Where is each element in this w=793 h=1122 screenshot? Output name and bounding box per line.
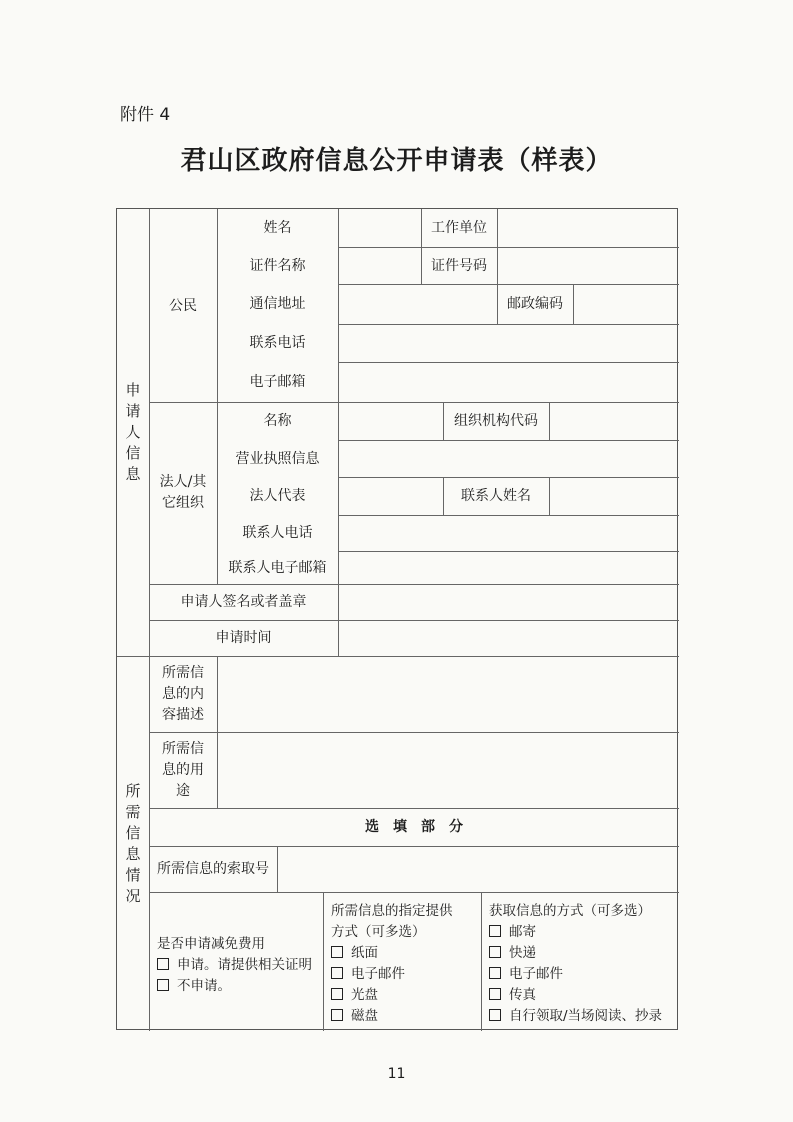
provide-title-line1: 所需信息的指定提供 [331,903,453,919]
label-phone: 联系电话 [249,335,306,351]
organization-label: 法人/其 它组织 [159,474,207,511]
input-description[interactable] [217,656,679,732]
label-index-number: 所需信息的索取号 [157,861,269,877]
provide-option-email[interactable]: 电子邮件 [331,964,405,985]
input-work-unit[interactable] [497,209,679,247]
attachment-label: 附件 4 [120,105,171,125]
input-index-number[interactable] [277,846,679,892]
input-org-code[interactable] [549,402,679,440]
label-id-number: 证件号码 [431,257,487,274]
label-name: 姓名 [263,220,292,236]
checkbox-icon [489,967,501,979]
input-phone[interactable] [338,324,679,362]
label-org-code: 组织机构代码 [454,413,538,429]
fee-option-apply[interactable]: 申请。请提供相关证明 [157,955,312,976]
checkbox-icon [489,925,501,937]
provide-option-cd[interactable]: 光盘 [331,985,378,1006]
input-name[interactable] [338,209,421,247]
checkbox-icon [331,967,343,979]
grid-line [323,892,324,1031]
input-signature[interactable] [338,584,679,620]
input-legal-rep[interactable] [338,477,443,515]
checkbox-icon [489,1009,501,1021]
input-apply-time[interactable] [338,620,679,656]
checkbox-icon [489,988,501,1000]
grid-line [149,892,679,893]
input-id-type[interactable] [338,247,421,284]
label-contact-phone: 联系人电话 [242,525,313,541]
input-org-name[interactable] [338,402,443,440]
obtain-option-fax[interactable]: 传真 [489,985,536,1006]
label-contact-name: 联系人姓名 [461,488,531,504]
input-purpose[interactable] [217,732,679,808]
grid-line [481,892,482,1031]
input-email[interactable] [338,362,679,402]
citizen-label: 公民 [169,297,197,314]
label-signature: 申请人签名或者盖章 [180,594,307,610]
label-apply-time: 申请时间 [215,630,272,646]
obtain-option-self-pickup[interactable]: 自行领取/当场阅读、抄录 [489,1006,662,1027]
obtain-title: 获取信息的方式（可多选） [489,903,651,919]
page-number: 11 [387,1066,406,1082]
obtain-option-express[interactable]: 快递 [489,943,536,964]
checkbox-icon [157,979,169,991]
provide-option-disk[interactable]: 磁盘 [331,1006,378,1027]
label-license: 营业执照信息 [235,450,320,467]
label-postcode: 邮政编码 [507,296,563,312]
checkbox-icon [331,988,343,1000]
provide-title-line2: 方式（可多选） [331,924,426,940]
fee-option-no[interactable]: 不申请。 [157,976,231,997]
provide-option-paper[interactable]: 纸面 [331,943,378,964]
input-contact-email[interactable] [338,551,679,584]
checkbox-icon [331,1009,343,1021]
checkbox-icon [157,958,169,970]
input-address[interactable] [338,284,497,324]
input-id-number[interactable] [497,247,679,284]
checkbox-icon [489,946,501,958]
label-contact-email: 联系人电子邮箱 [228,559,327,576]
section-applicant-info: 申 请 人 信 息 [125,381,141,483]
label-address: 通信地址 [249,296,306,312]
input-contact-name[interactable] [549,477,679,515]
input-contact-phone[interactable] [338,515,679,551]
page-title: 君山区政府信息公开申请表（样表） [180,146,613,176]
obtain-option-email[interactable]: 电子邮件 [489,964,563,985]
label-org-name: 名称 [263,413,292,429]
optional-section-header: 选 填 部 分 [365,819,463,835]
checkbox-icon [331,946,343,958]
label-work-unit: 工作单位 [431,220,487,236]
label-purpose: 所需信 息的用 途 [162,740,204,799]
label-id-type: 证件名称 [249,257,306,274]
input-postcode[interactable] [573,284,679,324]
label-email: 电子邮箱 [249,374,306,390]
application-form-table [116,208,678,1030]
label-legal-rep: 法人代表 [249,488,306,504]
fee-title: 是否申请减免费用 [157,936,265,952]
label-description: 所需信 息的内 容描述 [162,664,204,723]
section-required-info: 所 需 信 息 情 况 [125,781,141,905]
input-license[interactable] [338,440,679,477]
obtain-option-mail[interactable]: 邮寄 [489,922,536,943]
